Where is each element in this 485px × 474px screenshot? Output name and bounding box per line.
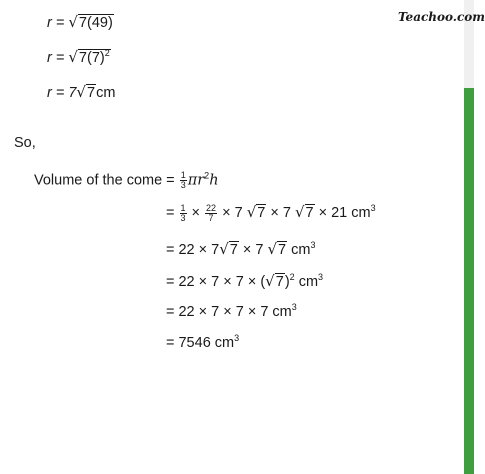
sqrt-expression: √7 xyxy=(294,203,314,221)
radius-lhs: r = xyxy=(47,50,69,66)
side-accent-bar xyxy=(464,0,474,474)
step-1-line: = $\frac{1}{3}$ × $\frac{22}{7}$ × 7 √7 × 7 √7 × 21 $cm^3$ xyxy=(166,202,376,223)
radius-line-1 xyxy=(47,13,114,32)
step-4-line: = 22 × 7 × 7 × 7 $cm^3$ xyxy=(166,302,297,320)
fraction-22-7: $\frac{22}{7}$ xyxy=(206,202,217,223)
sqrt-expression: √7 xyxy=(246,203,266,221)
final-result-line: = 7546 $cm^3$ xyxy=(166,333,240,351)
radicand: 7 xyxy=(86,85,96,101)
fraction-one-third: $\frac{1}{3}$ xyxy=(180,202,186,223)
fraction-one-third: $\frac{1}{3}$ xyxy=(180,170,186,190)
sqrt-expression: √7(49) xyxy=(68,13,113,31)
so-text: So, xyxy=(14,135,36,151)
volume-label: Volume of the come = xyxy=(34,172,179,189)
radius-lhs: r = 7 xyxy=(47,85,77,101)
pi-symbol: π xyxy=(187,172,198,189)
r-exponent: 2 xyxy=(204,170,210,181)
sqrt-expression: √7 xyxy=(267,240,287,258)
radius-lhs: r = xyxy=(47,15,69,31)
radius-line-3 xyxy=(47,83,115,102)
radicand: 7(49) xyxy=(78,15,113,31)
volume-formula-line xyxy=(34,171,219,190)
side-accent-fill xyxy=(464,88,474,474)
radicand-exponent: 2 xyxy=(104,48,110,58)
sqrt-expression: $√7(7)^2$ xyxy=(68,48,110,66)
teachoo-logo: Teachoo.com xyxy=(398,10,485,24)
step-2-line: = 22 × 7√7 × 7 √7 $cm^3$ xyxy=(166,240,316,258)
sqrt-expression: √7 xyxy=(76,83,96,101)
unit: cm xyxy=(96,85,116,101)
radius-line-2 xyxy=(47,48,111,67)
r-symbol: r xyxy=(197,172,205,189)
radicand-base: 7(7) xyxy=(78,50,105,66)
step-3-line: = $22 \times 7 \times 7 \times (√7)^2$ $cm^3$ xyxy=(166,272,324,290)
sqrt-expression: √7 xyxy=(219,240,238,258)
sqrt-expression: √7 xyxy=(265,272,284,290)
h-symbol: h xyxy=(209,172,219,189)
